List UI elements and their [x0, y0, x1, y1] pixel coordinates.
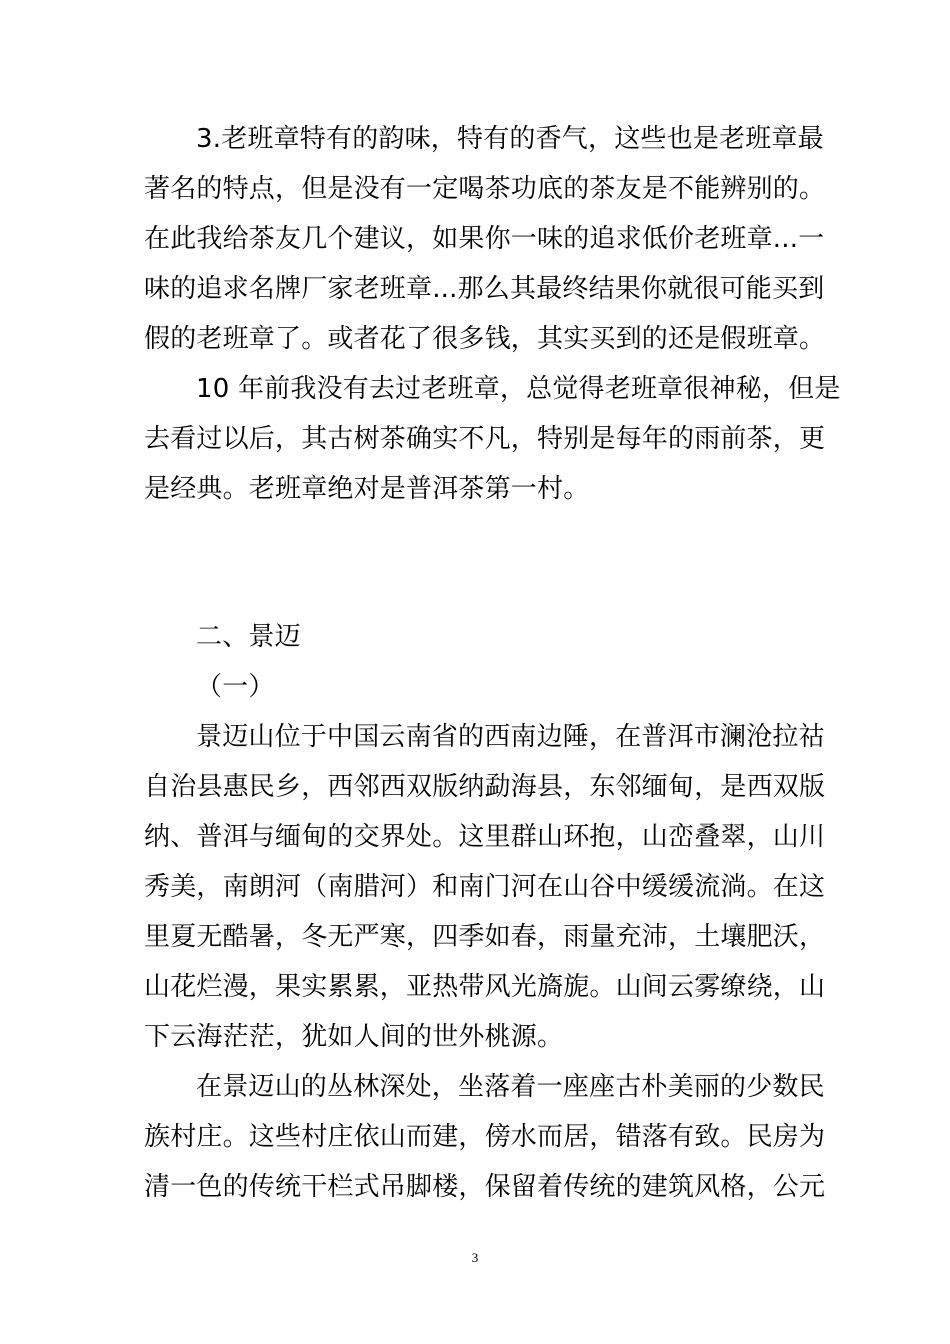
text-line: 是经典。老班章绝对是普洱茶第一村。 — [144, 474, 590, 504]
text-line: 自治县惠民乡，西邻西双版纳勐海县，东邻缅甸，是西双版 — [144, 772, 826, 802]
text-line: 著名的特点，但是没有一定喝茶功底的茶友是不能辨别的。 — [144, 174, 826, 204]
text-line: 在景迈山的丛林深处，坐落着一座座古朴美丽的少数民 — [196, 1072, 825, 1102]
text-line: 假的老班章了。或者花了很多钱，其实买到的还是假班章。 — [144, 324, 826, 354]
page-number: 3 — [471, 1250, 479, 1265]
text-line: 味的追求名牌厂家老班章...那么其最终结果你就很可能买到 — [144, 274, 825, 304]
text-line: 秀美，南朗河（南腊河）和南门河在山谷中缓缓流淌。在这 — [144, 872, 826, 902]
section-heading: 二、景迈 — [196, 622, 301, 652]
text-line: 清一色的传统干栏式吊脚楼，保留着传统的建筑风格，公元 — [144, 1172, 826, 1202]
text-line: 10 年前我没有去过老班章，总觉得老班章很神秘，但是 — [196, 374, 841, 404]
text-line: 去看过以后，其古树茶确实不凡，特别是每年的雨前茶，更 — [144, 424, 826, 454]
text-line: 3.老班章特有的韵味，特有的香气，这些也是老班章最 — [196, 124, 824, 154]
text-line: 纳、普洱与缅甸的交界处。这里群山环抱，山峦叠翠，山川 — [144, 822, 826, 852]
text-line: 族村庄。这些村庄依山而建，傍水而居，错落有致。民房为 — [144, 1122, 826, 1152]
text-line: 下云海茫茫，犹如人间的世外桃源。 — [144, 1022, 564, 1052]
subsection-heading: （一） — [196, 672, 275, 702]
text-line: 里夏无酷暑，冬无严寒，四季如春，雨量充沛，土壤肥沃， — [144, 922, 826, 952]
text-line: 景迈山位于中国云南省的西南边陲，在普洱市澜沧拉祜 — [196, 722, 825, 752]
text-line: 在此我给茶友几个建议，如果你一味的追求低价老班章...一 — [144, 224, 825, 254]
text-line: 山花烂漫，果实累累，亚热带风光旖旎。山间云雾缭绕，山 — [144, 972, 826, 1002]
